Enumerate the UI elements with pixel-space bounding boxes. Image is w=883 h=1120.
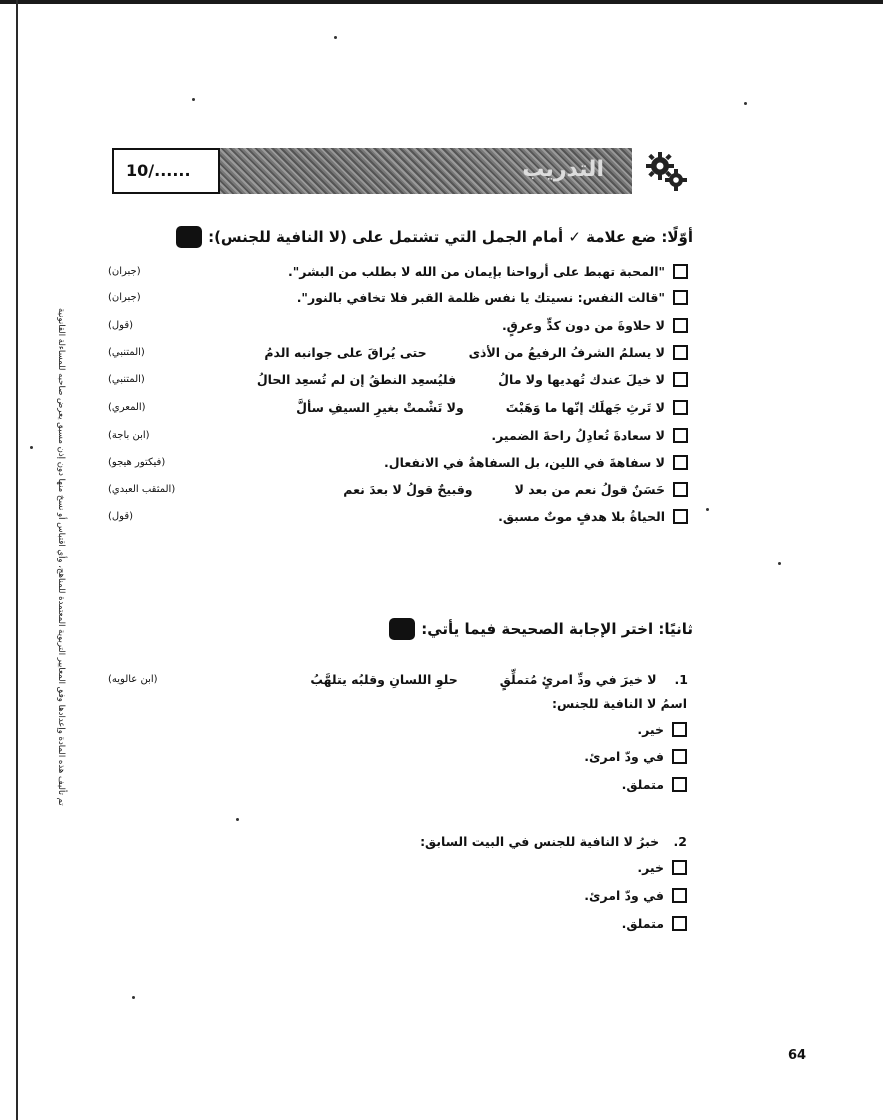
q1-prompt: اسمُ لا النافية للجنس: bbox=[552, 696, 687, 711]
verse-part-b: ولا تَشْمتْ بغيرِ السيفِ سألَّ bbox=[296, 399, 464, 415]
section1-item bbox=[108, 422, 688, 448]
section2-heading-text: ثانيًا: اختر الإجابة الصحيحة فيما يأتي: bbox=[421, 620, 693, 638]
item-source: (المثقب العبدي) bbox=[108, 483, 176, 495]
heading-marker-icon bbox=[176, 226, 202, 248]
item-source: (جبران) bbox=[108, 291, 141, 303]
section1-item bbox=[108, 284, 688, 310]
checkbox[interactable] bbox=[673, 455, 688, 470]
q1-verse-part-b: حلوِ اللسانِ وقلبُه يتلهَّبُ bbox=[310, 671, 458, 687]
score-box: 10/...... bbox=[112, 148, 220, 194]
q1-verse-part-a: لا خيرَ في ودِّ امرئٍ مُتملِّقٍ bbox=[499, 671, 657, 687]
section1-item bbox=[108, 476, 688, 502]
section1-item bbox=[108, 394, 688, 420]
option-checkbox[interactable] bbox=[672, 777, 687, 792]
verse-part-a: حَسَنٌ قولُ نعم من بعد لا bbox=[514, 481, 665, 497]
q1-option bbox=[622, 777, 687, 792]
item-source: (جبران) bbox=[108, 265, 141, 277]
option-checkbox[interactable] bbox=[672, 916, 687, 931]
checkbox[interactable] bbox=[673, 400, 688, 415]
page-number: 64 bbox=[788, 1048, 807, 1063]
banner-fill bbox=[218, 148, 632, 194]
heading-marker-icon bbox=[389, 618, 415, 640]
top-rule bbox=[0, 0, 883, 4]
option-checkbox[interactable] bbox=[672, 722, 687, 737]
option-label: خير. bbox=[637, 860, 664, 875]
option-label: في ودّ امرئ. bbox=[584, 749, 664, 764]
option-checkbox[interactable] bbox=[672, 749, 687, 764]
option-checkbox[interactable] bbox=[672, 860, 687, 875]
checkbox[interactable] bbox=[673, 290, 688, 305]
speck bbox=[334, 36, 337, 39]
q2-prompt-row bbox=[420, 834, 687, 849]
q1-verse-row bbox=[108, 666, 688, 692]
speck bbox=[744, 102, 747, 105]
section1-item bbox=[108, 339, 688, 365]
item-source: (المتنبي) bbox=[108, 373, 145, 385]
section1-item bbox=[108, 366, 688, 392]
item-source: (المتنبي) bbox=[108, 346, 145, 358]
item-source: (قول) bbox=[108, 510, 134, 522]
verse-part-b: حتى يُراقَ على جوانبه الدمُ bbox=[264, 344, 427, 360]
item-text: "قالت النفس: نسيتك يا نفس ظلمة القبر فلا تخافي بالنور". bbox=[296, 289, 665, 305]
item-text: الحياةُ بلا هدفٍ موتٌ مسبق. bbox=[498, 508, 665, 524]
checkbox[interactable] bbox=[673, 372, 688, 387]
speck bbox=[132, 996, 135, 999]
section1-heading bbox=[176, 226, 693, 248]
speck bbox=[778, 562, 781, 565]
item-text: لا حلاوةَ من دون كدٍّ وعرقٍ. bbox=[501, 317, 665, 333]
section1-item bbox=[108, 503, 688, 529]
verse-part-b: فليُسعِد النطقُ إن لم تُسعِد الحالُ bbox=[256, 371, 457, 387]
q1-source: (ابن عالويه) bbox=[108, 673, 158, 685]
q2-option bbox=[584, 888, 687, 903]
speck bbox=[192, 98, 195, 101]
checkbox[interactable] bbox=[673, 428, 688, 443]
verse-part-b: وقبيحٌ قولُ لا بعدَ نعم bbox=[343, 481, 473, 497]
checkbox[interactable] bbox=[673, 318, 688, 333]
verse-part-a: لا خيلَ عندك تُهديها ولا مالُ bbox=[498, 371, 665, 387]
q2-prompt: خبرُ لا النافية للجنس في البيت السابق: bbox=[420, 834, 660, 849]
section1-item bbox=[108, 312, 688, 338]
exercise-banner bbox=[112, 148, 632, 194]
item-source: (المعري) bbox=[108, 401, 146, 413]
item-source: (ابن باجة) bbox=[108, 429, 150, 441]
section1-item bbox=[108, 258, 688, 284]
item-source: (فيكتور هيجو) bbox=[108, 456, 166, 468]
q2-number: 2. bbox=[673, 834, 687, 849]
q1-number: 1. bbox=[674, 671, 688, 687]
item-text: لا سعادةَ تُعادِلُ راحةَ الضمير. bbox=[491, 427, 665, 443]
banner-title: التدريب bbox=[522, 157, 604, 182]
option-label: متملق. bbox=[621, 916, 664, 931]
item-source: (قول) bbox=[108, 319, 134, 331]
speck bbox=[30, 446, 33, 449]
checkbox[interactable] bbox=[673, 482, 688, 497]
side-note: تم تأليف هذه المادة وإعدادها وفق المعايير التربوية المعتمدة للمناهج، وأي اقتباس أو نسخ منها دون إذن مسبق يعرض صاحبه للمساءلة القانونية bbox=[56, 308, 66, 806]
q1-option bbox=[584, 749, 687, 764]
checkbox[interactable] bbox=[673, 345, 688, 360]
section1-heading-text: أوّلًا: ضع علامة ✓ أمام الجمل التي تشتمل على (لا النافية للجنس): bbox=[208, 228, 693, 246]
gears-icon bbox=[642, 146, 690, 194]
q2-option bbox=[637, 860, 687, 875]
section1-item bbox=[108, 449, 688, 475]
checkbox[interactable] bbox=[673, 264, 688, 279]
option-label: متملق. bbox=[621, 777, 664, 792]
option-checkbox[interactable] bbox=[672, 888, 687, 903]
option-label: خير. bbox=[637, 722, 664, 737]
margin-rule bbox=[16, 0, 18, 1120]
item-text: "المحبة تهبط على أرواحنا بإيمان من الله لا بطلب من البشر". bbox=[288, 263, 665, 279]
option-label: في ودّ امرئ. bbox=[584, 888, 664, 903]
item-text: لا سفاهةَ في اللين، بل السفاهةُ في الانفعال. bbox=[384, 454, 665, 470]
q1-option bbox=[637, 722, 687, 737]
verse-part-a: لا يسلمُ الشرفُ الرفيعُ من الأذى bbox=[468, 344, 665, 360]
speck bbox=[706, 508, 709, 511]
checkbox[interactable] bbox=[673, 509, 688, 524]
q2-option bbox=[622, 916, 687, 931]
verse-part-a: لا تَرثِ جَهلَك إنّها ما وَهَبْتَ bbox=[505, 399, 665, 415]
speck bbox=[236, 818, 239, 821]
section2-heading bbox=[389, 618, 693, 640]
